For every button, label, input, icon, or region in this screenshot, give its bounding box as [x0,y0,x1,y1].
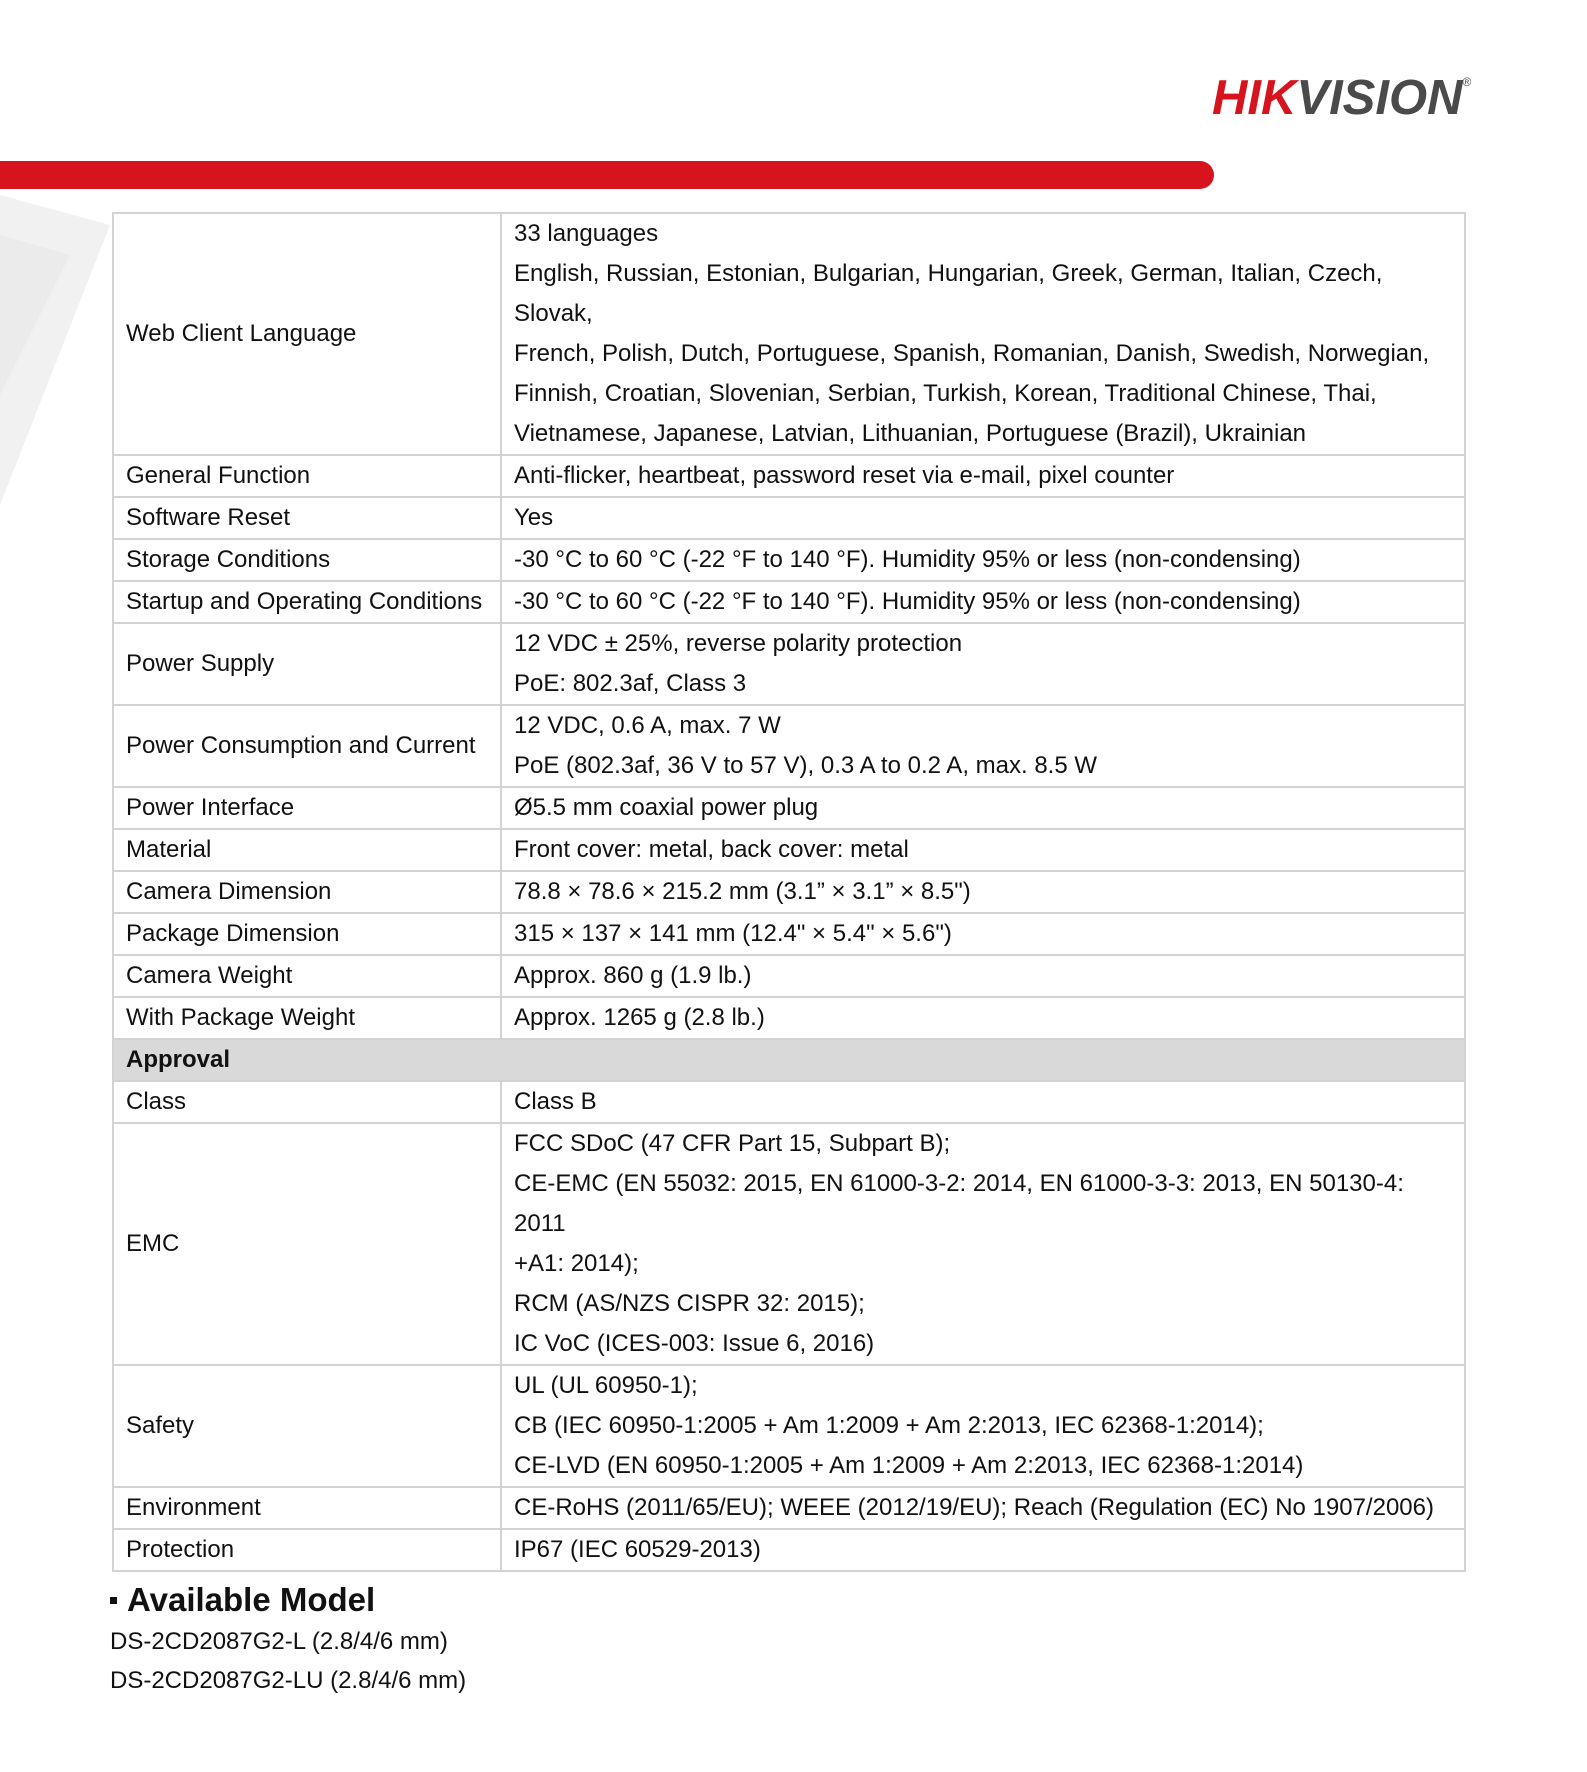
available-model-heading [110,1578,466,1622]
spec-label: Software Reset [113,497,501,539]
spec-value-line: PoE: 802.3af, Class 3 [514,670,747,697]
spec-row [113,1365,1465,1487]
spec-value-line: Finnish, Croatian, Slovenian, Serbian, Turkish, Korean, Traditional Chinese, Thai, [514,380,1377,407]
spec-value-line: PoE (802.3af, 36 V to 57 V), 0.3 A to 0.2 A, max. 8.5 W [514,752,1098,779]
model-item: DS-2CD2087G2-LU (2.8/4/6 mm) [110,1667,467,1694]
logo-secondary: VISION [1296,71,1463,125]
spec-row [113,455,1465,497]
logo-primary: HIK [1212,71,1297,125]
spec-row [113,623,1465,705]
spec-label: With Package Weight [113,997,501,1039]
spec-value-line: -30 °C to 60 °C (-22 °F to 140 °F). Humidity 95% or less (non-condensing) [514,588,1301,615]
spec-value [501,1081,1465,1123]
spec-label: Protection [113,1529,501,1571]
spec-row [113,829,1465,871]
background-decoration [0,195,120,505]
approval-section-header [113,1039,1465,1081]
spec-value-line: Approx. 860 g (1.9 lb.) [514,962,752,989]
spec-label: Power Consumption and Current [113,705,501,787]
spec-value-line: IC VoC (ICES-003: Issue 6, 2016) [514,1330,875,1357]
spec-value [501,1529,1465,1571]
spec-label: Storage Conditions [113,539,501,581]
square-bullet-icon [110,1597,117,1604]
spec-value-line: Vietnamese, Japanese, Latvian, Lithuanian, Portuguese (Brazil), Ukrainian [514,420,1307,447]
model-item: DS-2CD2087G2-L (2.8/4/6 mm) [110,1628,448,1655]
spec-row [113,871,1465,913]
spec-value [501,1365,1465,1487]
spec-label: General Function [113,455,501,497]
spec-label: Camera Weight [113,955,501,997]
spec-value [501,581,1465,623]
spec-value-line: FCC SDoC (47 CFR Part 15, Subpart B); [514,1130,951,1157]
hikvision-logo [1212,71,1472,125]
spec-label: Environment [113,1487,501,1529]
spec-row [113,787,1465,829]
spec-value [501,497,1465,539]
spec-table [112,212,1466,1572]
available-model-title: Available Model [127,1581,376,1618]
spec-value [501,787,1465,829]
spec-label: Power Supply [113,623,501,705]
spec-value [501,539,1465,581]
spec-row [113,1529,1465,1571]
spec-label: Power Interface [113,787,501,829]
spec-row [113,955,1465,997]
spec-label: Camera Dimension [113,871,501,913]
spec-label: EMC [113,1123,501,1365]
spec-row [113,539,1465,581]
spec-row [113,1081,1465,1123]
spec-value-line: Approx. 1265 g (2.8 lb.) [514,1004,765,1031]
spec-row [113,497,1465,539]
spec-value-line: CE-LVD (EN 60950-1:2005 + Am 1:2009 + Am 2:2013, IEC 62368-1:2014) [514,1452,1304,1479]
spec-row [113,997,1465,1039]
spec-value-line: Class B [514,1088,597,1115]
spec-value [501,213,1465,455]
spec-value-line: CE-EMC (EN 55032: 2015, EN 61000-3-2: 2014, EN 61000-3-3: 2013, EN 50130-4: 2011 [514,1170,1404,1237]
spec-value-line: 12 VDC, 0.6 A, max. 7 W [514,712,781,739]
spec-row [113,913,1465,955]
header-red-bar [0,161,1214,189]
spec-value-line: UL (UL 60950-1); [514,1372,698,1399]
spec-value-line: +A1: 2014); [514,1250,639,1277]
spec-value-line: 315 × 137 × 141 mm (12.4" × 5.4" × 5.6") [514,920,952,947]
spec-row [113,1487,1465,1529]
spec-value-line: Anti-flicker, heartbeat, password reset via e-mail, pixel counter [514,462,1175,489]
spec-label: Package Dimension [113,913,501,955]
spec-value [501,871,1465,913]
section-title: Approval [113,1039,1465,1081]
spec-value-line: 33 languages [514,220,659,247]
spec-value-line: 78.8 × 78.6 × 215.2 mm (3.1” × 3.1” × 8.5") [514,878,971,905]
spec-value [501,913,1465,955]
spec-value [501,1123,1465,1365]
spec-value [501,829,1465,871]
spec-value [501,455,1465,497]
available-model-section [110,1578,466,1700]
spec-value-line: English, Russian, Estonian, Bulgarian, Hungarian, Greek, German, Italian, Czech, Slovak, [514,260,1383,327]
spec-label: Material [113,829,501,871]
spec-value-line: IP67 (IEC 60529-2013) [514,1536,761,1563]
logo-registered-mark: ® [1462,75,1472,89]
spec-value-line: French, Polish, Dutch, Portuguese, Spanish, Romanian, Danish, Swedish, Norwegian, [514,340,1430,367]
spec-value-line: CE-RoHS (2011/65/EU); WEEE (2012/19/EU); Reach (Regulation (EC) No 1907/2006) [514,1494,1434,1521]
spec-value-line: -30 °C to 60 °C (-22 °F to 140 °F). Humidity 95% or less (non-condensing) [514,546,1301,573]
spec-value [501,705,1465,787]
spec-value-line: Yes [514,504,554,531]
spec-row [113,213,1465,455]
spec-value-line: 12 VDC ± 25%, reverse polarity protection [514,630,963,657]
spec-label: Safety [113,1365,501,1487]
spec-value [501,623,1465,705]
spec-value-line: CB (IEC 60950-1:2005 + Am 1:2009 + Am 2:2013, IEC 62368-1:2014); [514,1412,1264,1439]
spec-row [113,1123,1465,1365]
spec-label: Web Client Language [113,213,501,455]
spec-value-line: RCM (AS/NZS CISPR 32: 2015); [514,1290,865,1317]
spec-value-line: Front cover: metal, back cover: metal [514,836,909,863]
spec-value [501,955,1465,997]
spec-value-line: Ø5.5 mm coaxial power plug [514,794,819,821]
spec-label: Class [113,1081,501,1123]
spec-value [501,1487,1465,1529]
spec-row [113,705,1465,787]
spec-value [501,997,1465,1039]
spec-label: Startup and Operating Conditions [113,581,501,623]
spec-row [113,581,1465,623]
